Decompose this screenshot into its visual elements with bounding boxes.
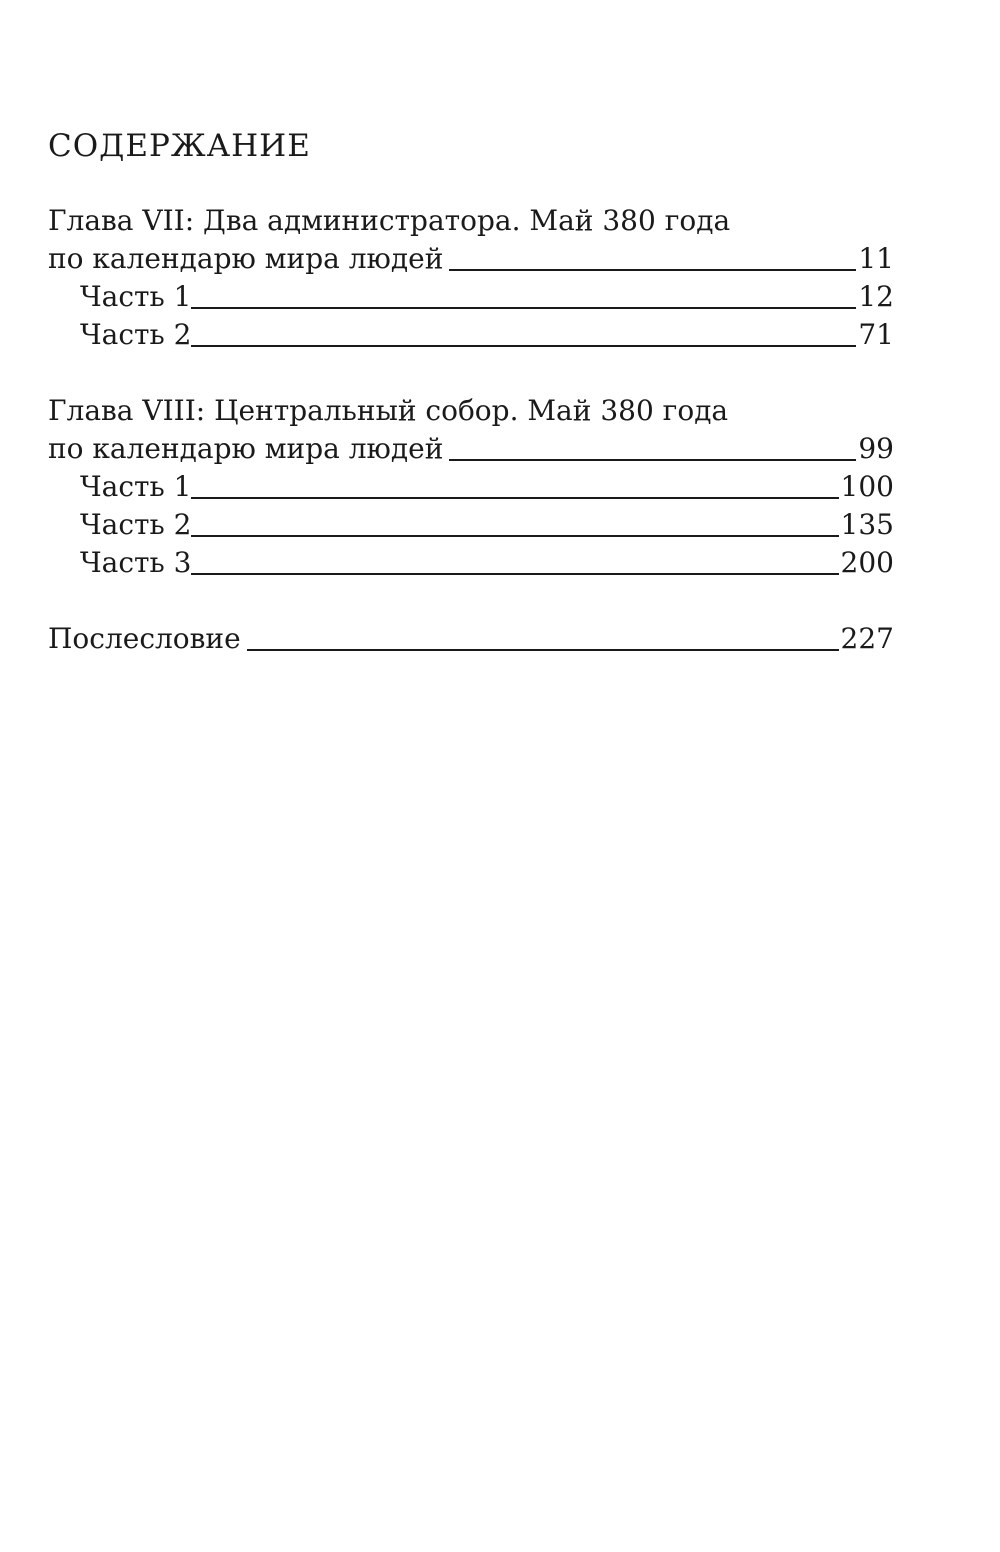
leader-line [191,497,838,499]
page-number: 71 [858,318,894,351]
chapter-title-line1: Глава VIII: Центральный собор. Май 380 года [48,394,729,427]
part-label: Часть 2 [80,318,192,351]
part-label: Часть 1 [80,280,192,313]
leader-line [191,307,856,309]
leader-line [449,459,856,461]
chapter-title-line1: Глава VII: Два администратора. Май 380 года [48,204,731,237]
toc-entry-part[interactable] [80,468,894,506]
toc-entry-part[interactable] [80,506,894,544]
leader-line [191,573,838,575]
page-number: 11 [858,242,894,275]
leader-line [449,269,856,271]
toc-entry-part[interactable] [80,316,894,354]
page-number: 12 [858,280,894,313]
leader-line [191,535,838,537]
page-number: 99 [858,432,894,465]
toc-entry[interactable] [48,240,894,278]
toc-entry[interactable] [48,430,894,468]
page-number: 200 [840,546,894,579]
page-number: 135 [840,508,894,541]
part-label: Часть 1 [80,470,192,503]
toc-entry-part[interactable] [80,278,894,316]
chapter-title-line2: по календарю мира людей [48,432,444,465]
leader-line [191,345,856,347]
toc-entry[interactable] [48,620,894,658]
page-number: 227 [840,622,894,655]
leader-line [247,649,839,651]
part-label: Часть 3 [80,546,192,579]
chapter-title-line2: по календарю мира людей [48,242,444,275]
page-number: 100 [840,470,894,503]
toc-entry-part[interactable] [80,544,894,582]
toc-heading: СОДЕРЖАНИЕ [48,128,311,164]
afterword-label: Послесловие [48,622,241,655]
part-label: Часть 2 [80,508,192,541]
